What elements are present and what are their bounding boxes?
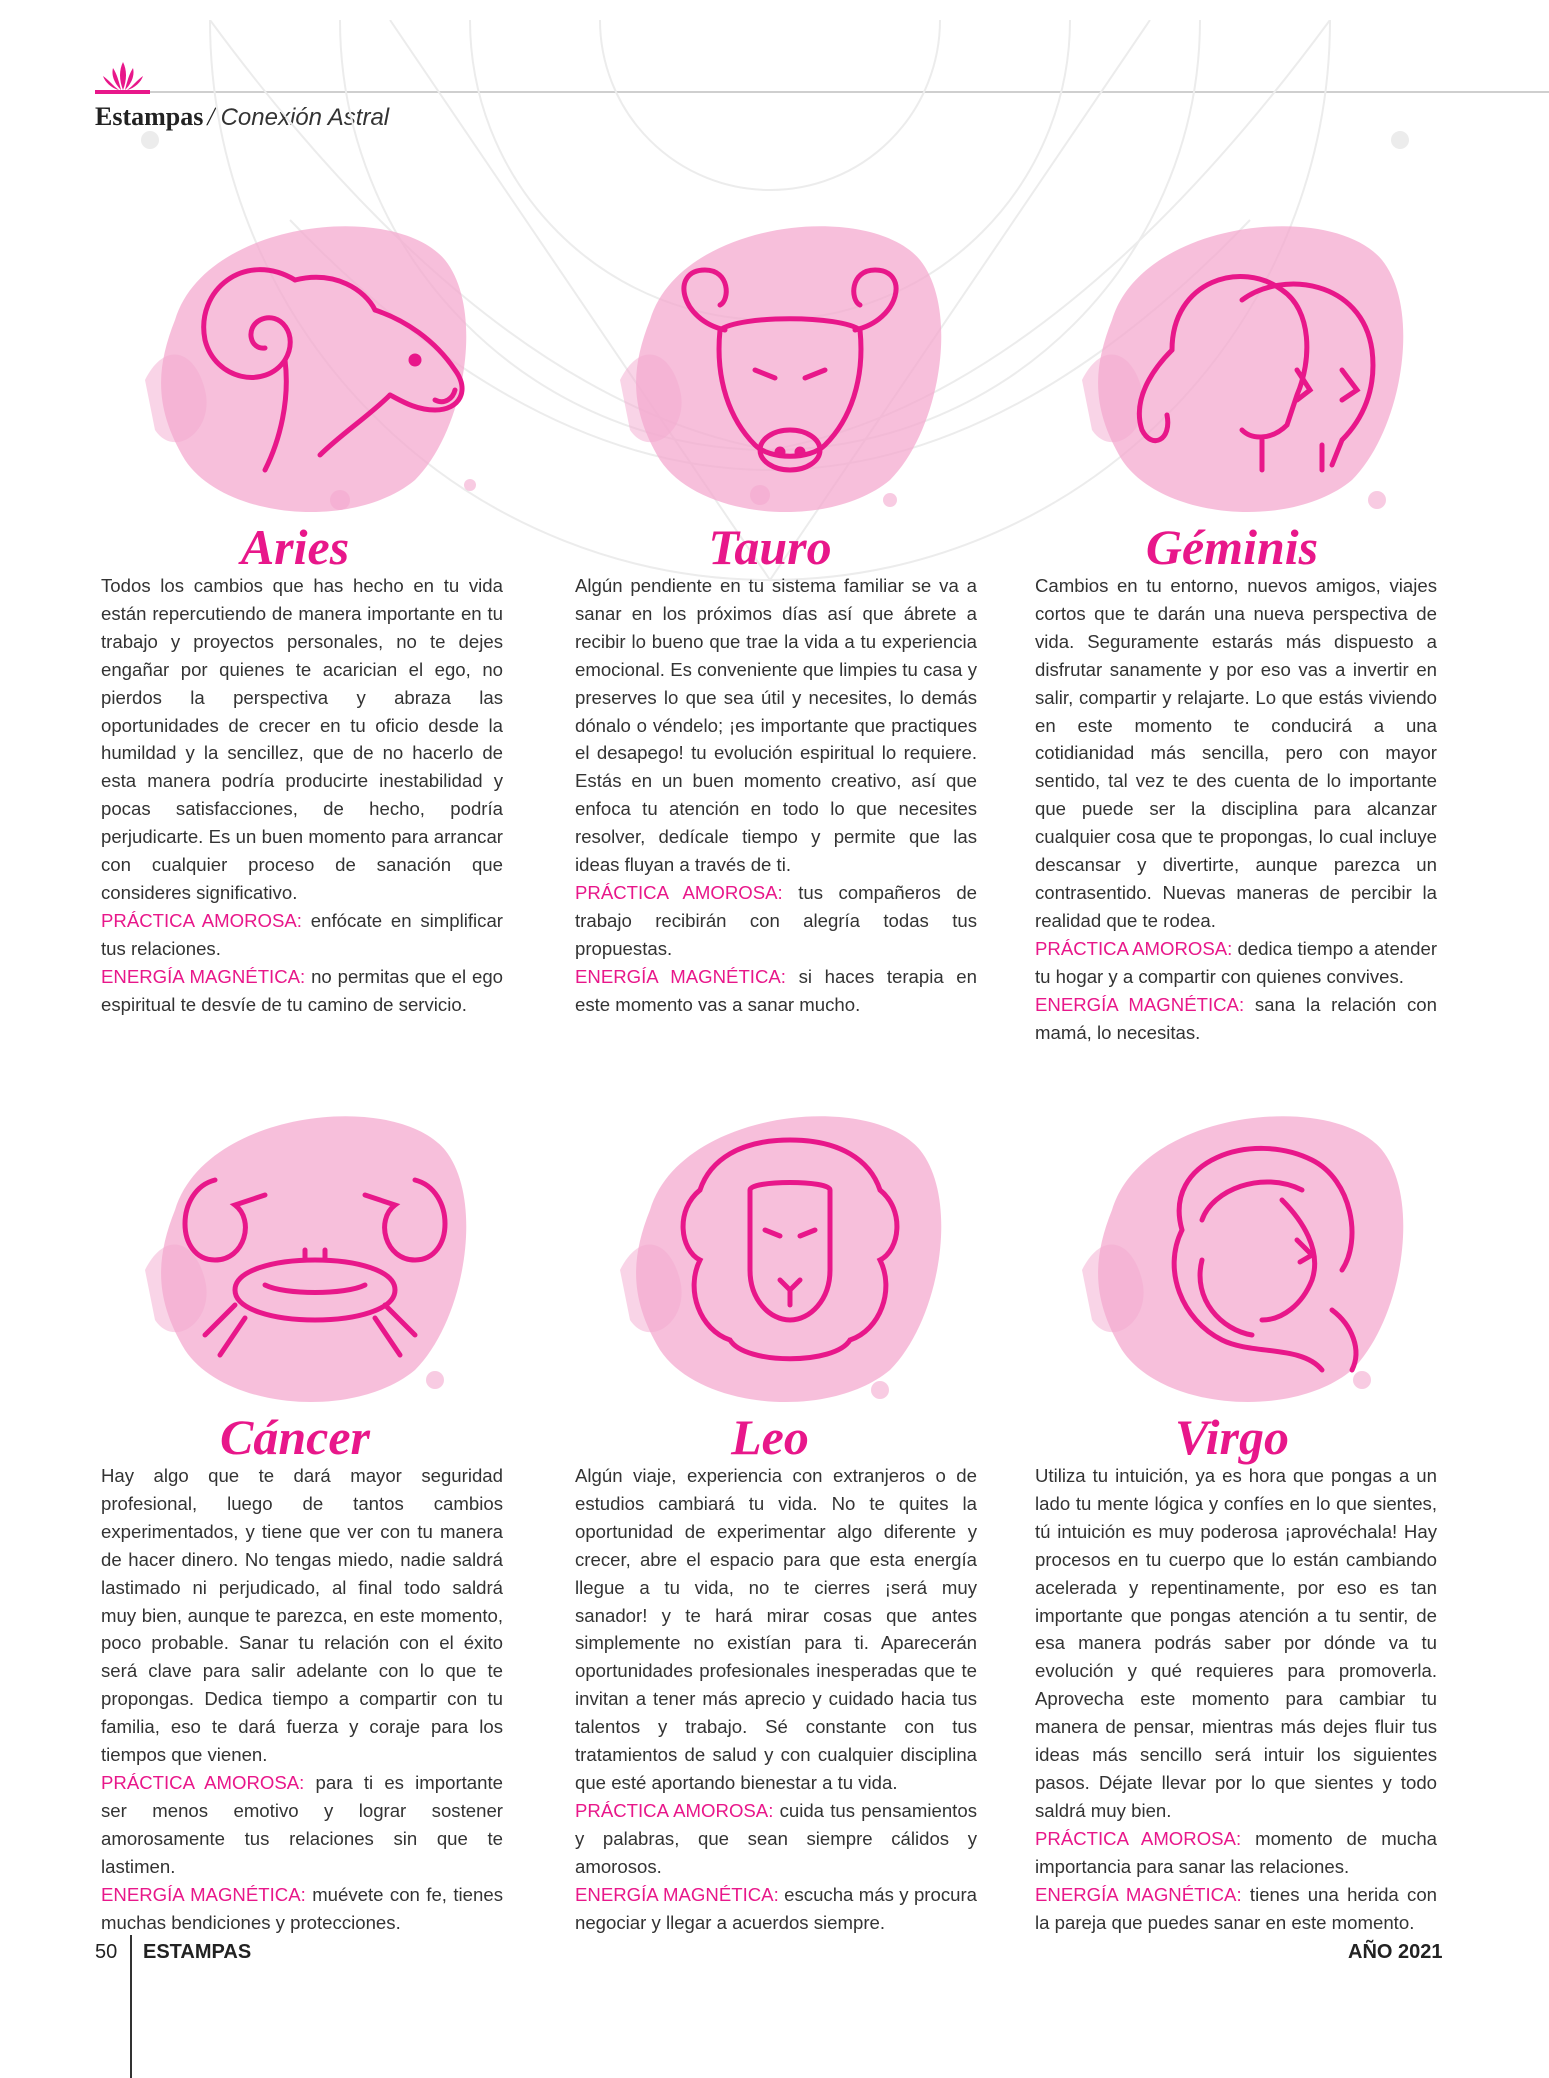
sign-body: Todos los cambios que has hecho en tu vida están repercutiendo de manera importante en tu trabajo y proyectos personales, no te dejes engañar por quienes te acarician el ego, no pierdos la perspectiva y abraza las oportunidades de crecer en tu oficio desde la humildad y la sencillez, que de no hacerlo de esta manera podría producirte inestabilidad y pocas satisfacciones, de hecho, podría perjudicarte. Es un buen momento para arrancar con cualquier proceso de sanación que consideres significativo. PRÁCTICA AMOROSA: enfócate en simplificar tus relaciones. ENERGÍA MAGNÉTICA: no permitas que el ego espiritual te desvíe de tu camino de servicio. (101, 575, 503, 1015)
love-label: PRÁCTICA AMOROSA: (101, 1771, 305, 1793)
sign-title: Cáncer (220, 1409, 370, 1465)
aries-illustration (135, 200, 495, 530)
energy-label: ENERGÍA MAGNÉTICA: (1035, 993, 1245, 1015)
energy-label: ENERGÍA MAGNÉTICA: (101, 1883, 306, 1905)
sign-body: Algún viaje, experiencia con extranjeros o de estudios cambiará tu vida. No te quites la oportunidad de experimentar algo diferente y crecer, abre el espacio para que esta energía llegue a tu vida, no te cierres ¡será muy sanador! y te hará mirar cosas que antes simplemente no existían para ti. Aparecerán oportunidades profesionales inesperadas que te invitan a tener más aprecio y cuidado hacia tus talentos y trabajo. Sé constante con tus tratamientos de salud y con cualquier disciplina que esté aportando bienestar a tu vida. PRÁCTICA AMOROSA: cuida tus pensamientos y palabras, que sean siempre cálidos y amorosos. ENERGÍA MAGNÉTICA: escucha más y procura negociar y llegar a acuerdos siempre. (575, 1465, 977, 1933)
love-label: PRÁCTICA AMOROSA: (575, 881, 783, 903)
issue-year: AÑO 2021 (1348, 1941, 1443, 1963)
twins-icon (1072, 200, 1432, 530)
cancer-illustration (135, 1090, 495, 1420)
ram-icon (135, 200, 495, 530)
sign-body: Algún pendiente en tu sistema familiar se va a sanar en los próximos días así que ábrete a recibir lo bueno que trae la vida a tu experiencia emocional. Es conveniente que limpies tu casa y preserves lo que sea útil y necesites, lo demás dónalo o véndelo; ¡es importante que practiques el desapego! tu evolución espiritual lo requiere. Estás en un buen momento creativo, así que enfoca tu atención en todo lo que necesites resolver, dedícale tiempo y permite que las ideas fluyan a través de ti. PRÁCTICA AMOROSA: tus compañeros de trabajo recibirán con alegría todas tus propuestas. ENERGÍA MAGNÉTICA: si haces terapia en este momento vas a sanar mucho. (575, 575, 977, 1015)
love-label: PRÁCTICA AMOROSA: (101, 909, 302, 931)
sign-body: Utiliza tu intuición, ya es hora que pongas a un lado tu mente lógica y confíes en lo que sientes, tú intuición es muy poderosa ¡aprovéchala! Hay procesos en tu cuerpo que lo están cambiando acelerada y repentinamente, por eso es tan importante que pongas atención a tu sentir, de esa manera podrás saber por dónde va tu evolución y qué requieres para promoverla. Aprovecha este momento para cambiar tu manera de pensar, mientras más dejes fluir tus ideas más sencillo será intuir los siguientes pasos. Déjate llevar por lo que sientes y todo saldrá muy bien. PRÁCTICA AMOROSA: momento de mucha importancia para sanar las relaciones. ENERGÍA MAGNÉTICA: tienes una herida con la pareja que puedes sanar en este momento. (1035, 1465, 1438, 1933)
magazine-name: ESTAMPAS (143, 1941, 252, 1963)
love-label: PRÁCTICA AMOROSA: (1035, 1827, 1242, 1849)
energy-label: ENERGÍA MAGNÉTICA: (575, 1883, 779, 1905)
virgo-illustration (1072, 1090, 1432, 1420)
section-title: Estampas / Conexión Astral (95, 102, 390, 131)
virgin-icon (1072, 1090, 1432, 1420)
sign-title: Tauro (708, 519, 832, 575)
love-label: PRÁCTICA AMOROSA: (1035, 937, 1233, 959)
sign-body: Cambios en tu entorno, nuevos amigos, viajes cortos que te darán una nueva perspectiva de vida. Seguramente estarás más dispuesto a disfrutar sanamente y por eso vas a invertir en salir, compartir y relajarte. Lo que estás viviendo en este momento te conducirá a una cotidianidad más sencilla, pero con mayor sentido, tal vez te des cuenta de lo importante que puede ser la disciplina para alcanzar cualquier cosa que te propongas, lo cual incluye descansar y divertirte, aunque parezca un contrasentido. Nuevas maneras de percibir la realidad que te rodea. PRÁCTICA AMOROSA: dedica tiempo a atender tu hogar y a compartir con quienes convives. ENERGÍA MAGNÉTICA: sana la relación con mamá, lo necesitas. (1035, 575, 1438, 1043)
sign-title: Géminis (1145, 519, 1319, 575)
crab-icon (135, 1090, 495, 1420)
page-number: 50 (95, 1941, 118, 1963)
energy-label: ENERGÍA MAGNÉTICA: (1035, 1883, 1242, 1905)
sign-title: Aries (240, 519, 350, 575)
love-label: PRÁCTICA AMOROSA: (575, 1799, 774, 1821)
sign-title: Virgo (1175, 1409, 1289, 1465)
leo-illustration (610, 1090, 970, 1420)
subsection-title: Conexión Astral (220, 104, 390, 131)
footer-divider (130, 1935, 132, 2078)
sign-body: Hay algo que te dará mayor seguridad profesional, luego de tantos cambios experimentados, y tiene que ver con tu manera de hacer dinero. No tengas miedo, nadie saldrá lastimado ni perjudicado, al final todo saldrá muy bien, aunque te parezca, en este momento, poco probable. Sanar tu relación con el éxito será clave para salir adelante con lo que te propongas. Dedica tiempo a compartir con tu familia, eso te dará fuerza y coraje para los tiempos que vienen. PRÁCTICA AMOROSA: para ti es importante ser menos emotivo y lograr sostener amorosamente tus relaciones sin que te lastimen. ENERGÍA MAGNÉTICA: muévete con fe, tienes muchas bendiciones y protecciones. (101, 1465, 503, 1933)
energy-label: ENERGÍA MAGNÉTICA: (575, 965, 786, 987)
lion-icon (610, 1090, 970, 1420)
geminis-illustration (1072, 200, 1432, 530)
energy-label: ENERGÍA MAGNÉTICA: (101, 965, 306, 987)
tauro-illustration (610, 200, 970, 530)
sign-title: Leo (731, 1409, 809, 1465)
bull-icon (610, 200, 970, 530)
